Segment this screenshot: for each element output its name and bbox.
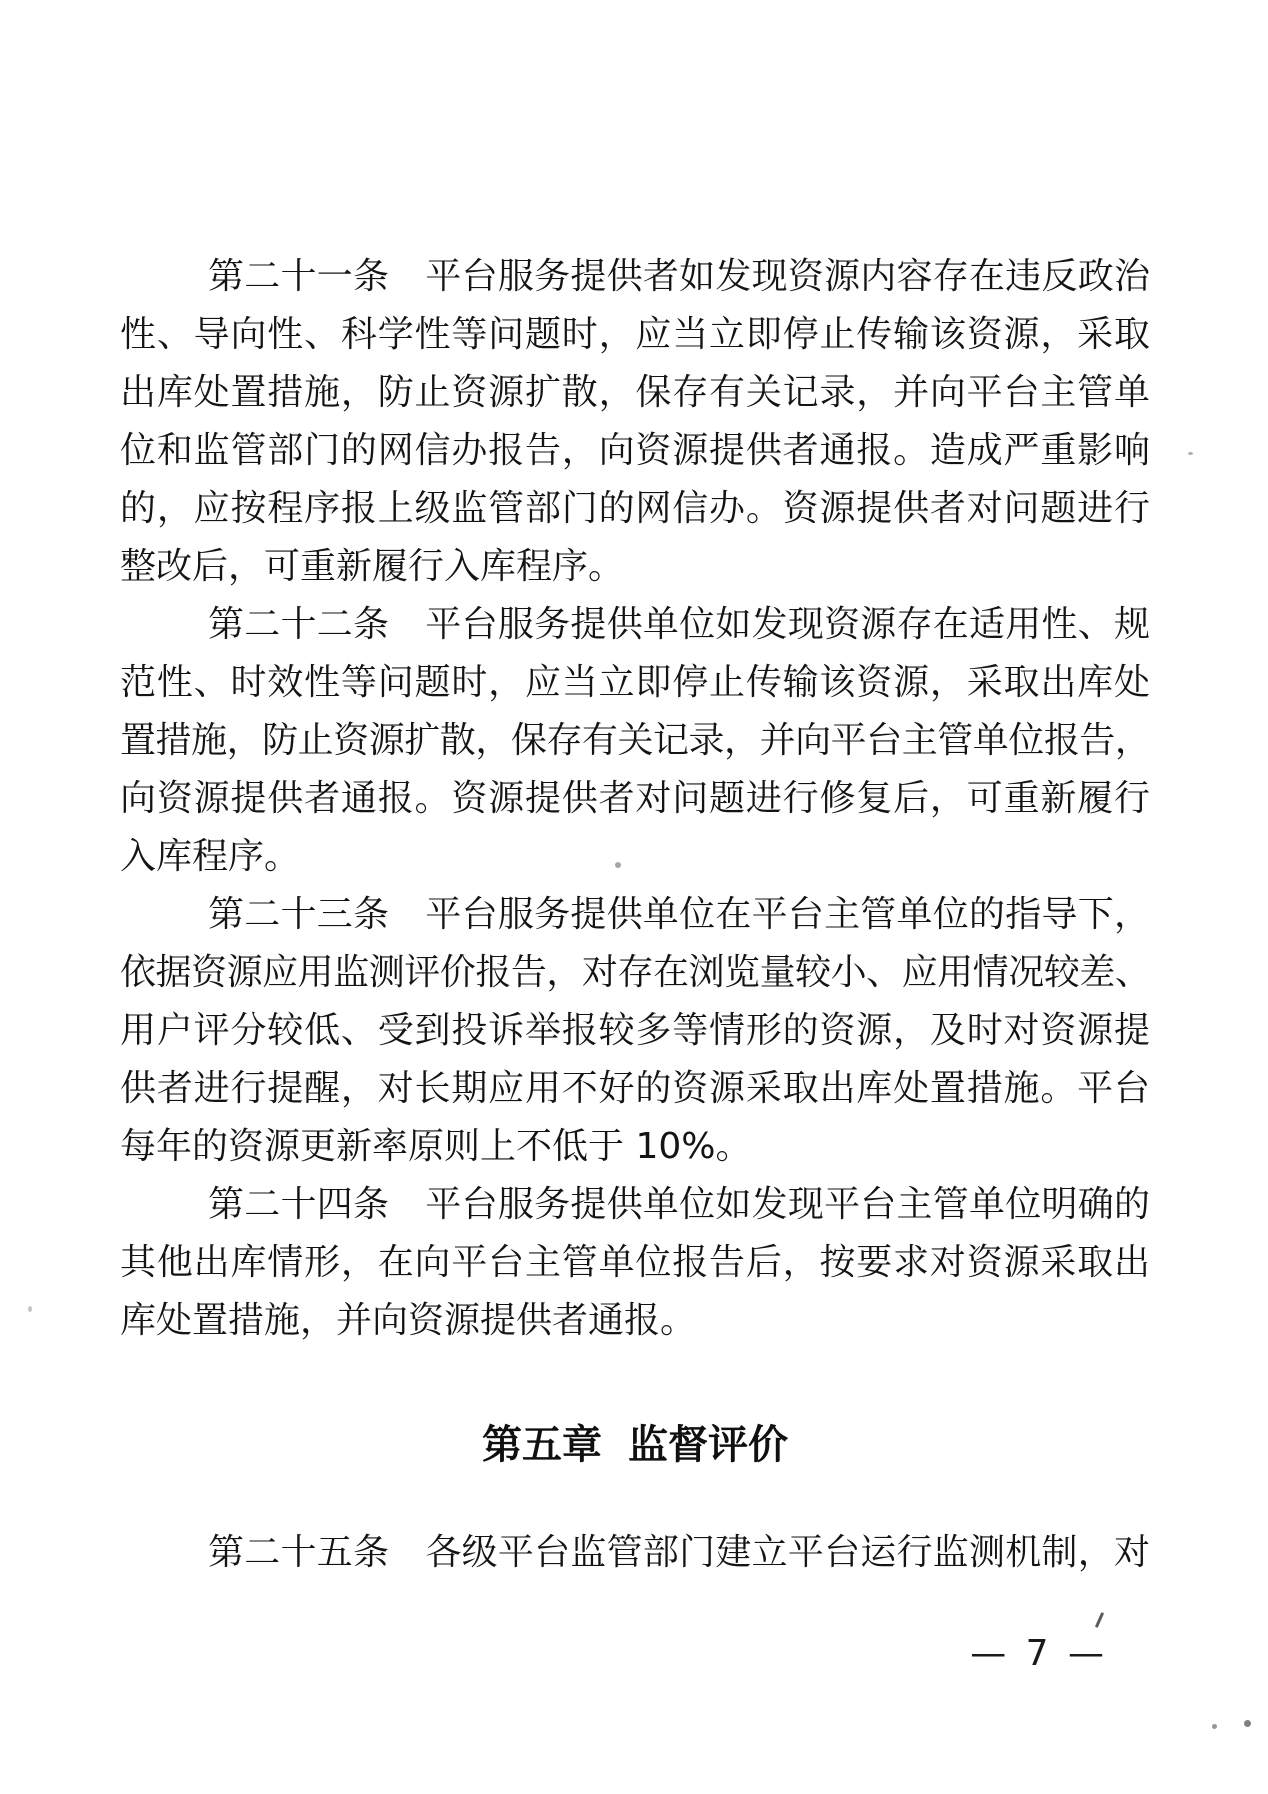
body-line: 置措施，防止资源扩散，保存有关记录，并向平台主管单位报告， bbox=[120, 720, 1150, 761]
body-line: 向资源提供者通报。资源提供者对问题进行修复后，可重新履行 bbox=[120, 778, 1150, 819]
body-line: 每年的资源更新率原则上不低于 10%。 bbox=[120, 1126, 752, 1167]
body-line: 第二十三条 平台服务提供单位在平台主管单位的指导下， bbox=[208, 894, 1150, 935]
body-line: 范性、时效性等问题时，应当立即停止传输该资源，采取出库处 bbox=[120, 662, 1150, 703]
scan-artifact bbox=[1095, 1612, 1104, 1628]
body-line: 入库程序。 bbox=[120, 836, 301, 877]
body-line: 第二十五条 各级平台监管部门建立平台运行监测机制，对 bbox=[208, 1532, 1150, 1573]
chapter-heading: 第五章 监督评价 bbox=[482, 1422, 788, 1468]
body-line: 库处置措施，并向资源提供者通报。 bbox=[120, 1300, 697, 1341]
body-line: 用户评分较低、受到投诉举报较多等情形的资源，及时对资源提 bbox=[120, 1010, 1150, 1051]
body-line: 供者进行提醒，对长期应用不好的资源采取出库处置措施。平台 bbox=[120, 1068, 1150, 1109]
body-line: 第二十二条 平台服务提供单位如发现资源存在适用性、规 bbox=[208, 604, 1150, 645]
body-line: 依据资源应用监测评价报告，对存在浏览量较小、应用情况较差、 bbox=[120, 952, 1150, 993]
body-line: 出库处置措施，防止资源扩散，保存有关记录，并向平台主管单 bbox=[120, 372, 1150, 413]
body-line: 第二十四条 平台服务提供单位如发现平台主管单位明确的 bbox=[208, 1184, 1150, 1225]
body-line: 其他出库情形，在向平台主管单位报告后，按要求对资源采取出 bbox=[120, 1242, 1150, 1283]
scan-artifact bbox=[1212, 1724, 1217, 1729]
body-line: 性、导向性、科学性等问题时，应当立即停止传输该资源，采取 bbox=[120, 314, 1150, 355]
body-line: 位和监管部门的网信办报告，向资源提供者通报。造成严重影响 bbox=[120, 430, 1150, 471]
scan-artifact bbox=[28, 1306, 32, 1312]
body-line: 的，应按程序报上级监管部门的网信办。资源提供者对问题进行 bbox=[120, 488, 1150, 529]
body-line: 第二十一条 平台服务提供者如发现资源内容存在违反政治 bbox=[208, 256, 1150, 297]
document-body bbox=[120, 248, 1150, 1582]
body-line: 整改后，可重新履行入库程序。 bbox=[120, 546, 625, 587]
page-number: — 7 — bbox=[970, 1633, 1108, 1674]
scan-artifact bbox=[615, 862, 621, 868]
scan-artifact bbox=[1188, 452, 1193, 455]
scan-artifact bbox=[1244, 1720, 1251, 1727]
